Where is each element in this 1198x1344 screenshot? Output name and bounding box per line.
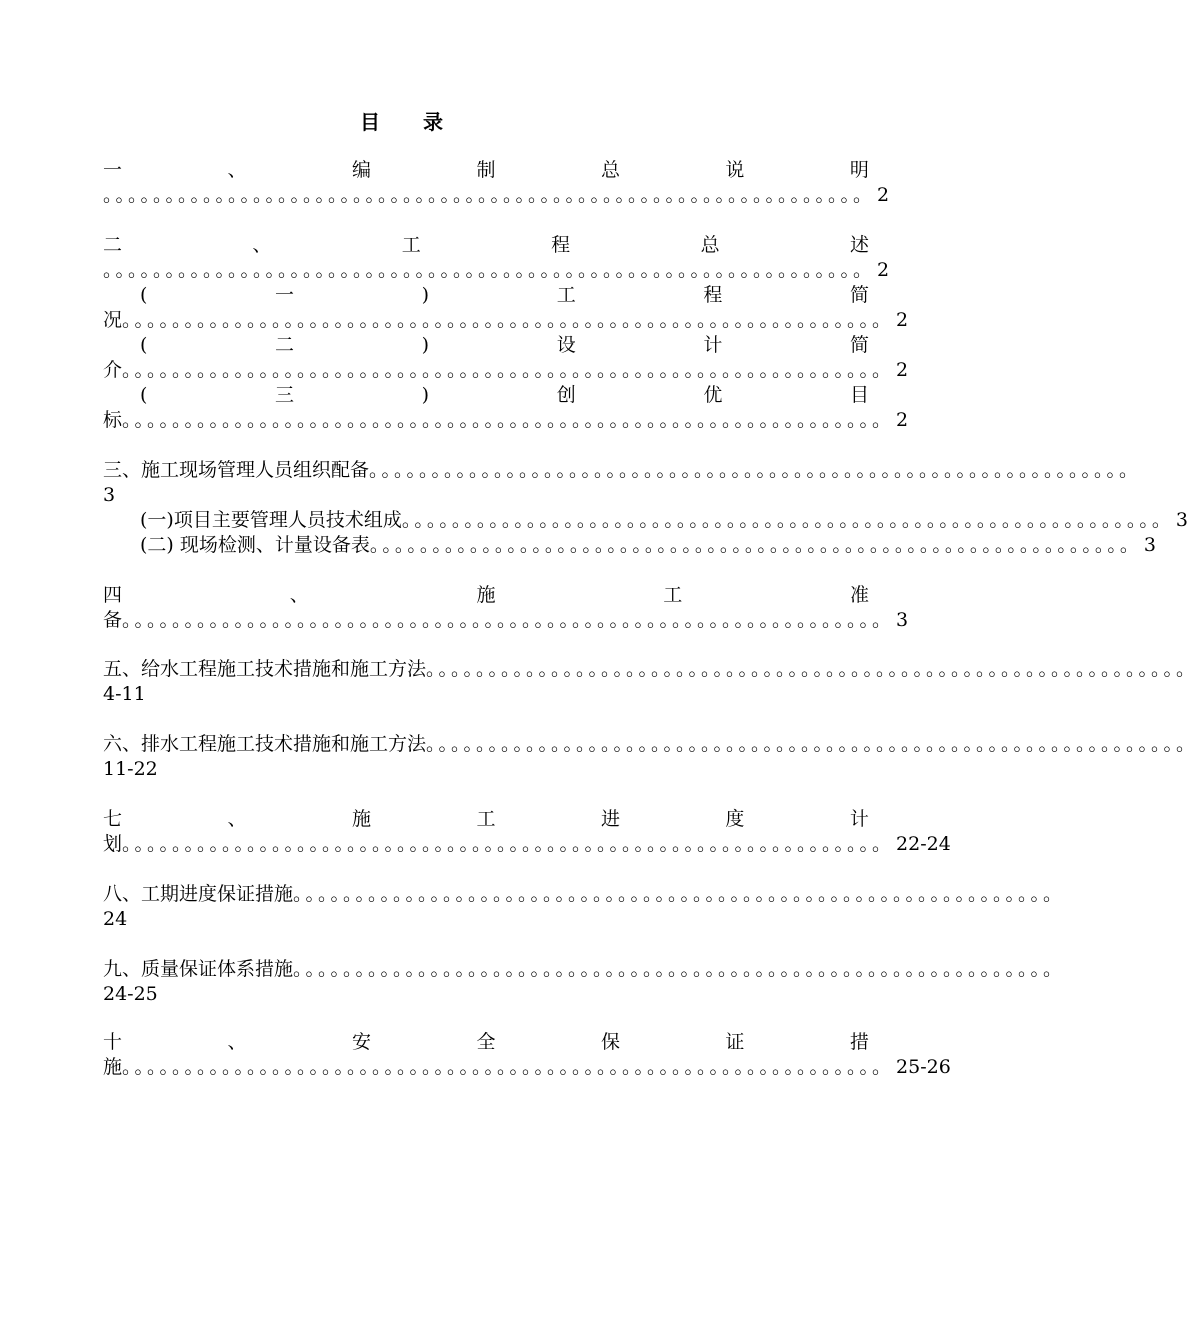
leader-dots: 。。。。。。。。。。。。。。。。。。。。。。。。。。。。。。。。。。。。。。。。。。。。。。。。。。。。。。。。。。。。。 bbox=[122, 359, 895, 381]
page-number: 2 bbox=[896, 409, 909, 431]
toc-entry-1-line-2 bbox=[103, 183, 890, 208]
toc-entry-10-line-1: 十 、 安 全 保 证 措 bbox=[103, 1031, 869, 1053]
page-number: 3 bbox=[896, 609, 909, 631]
leader-dots: 。。。。。。。。。。。。。。。。。。。。。。。。。。。。。。。。。。。。。。。。。。。。。。。。。。。。。。。。。。。。。 bbox=[426, 658, 1198, 680]
toc-entry-5-line-1: 五、给水工程施工技术措施和施工方法 。。。。。。。。。。。。。。。。。。。。。。。。。。。。。。。。。。。。。。。。。。。。。。。。。。。。。。。。。。。。。 bbox=[103, 658, 1198, 680]
toc-entry-10-line-2: 施 。。。。。。。。。。。。。。。。。。。。。。。。。。。。。。。。。。。。。。。。。。。。。。。。。。。。。。。。。。。。。 25-26 bbox=[103, 1056, 951, 1078]
leader-dots: 。。。。。。。。。。。。。。。。。。。。。。。。。。。。。。。。。。。。。。。。。。。。。。。。。。。。。。。。。。。。。 bbox=[122, 309, 895, 331]
toc-entry-1-line-1: 一 、 编 制 总 说 明 bbox=[103, 159, 869, 181]
page-number: 4-11 bbox=[103, 683, 146, 705]
leader-dots: 。。。。。。。。。。。。。。。。。。。。。。。。。。。。。。。。。。。。。。。。。。。。。。。。。。。。。。。。。。。。。 bbox=[122, 1056, 895, 1078]
leader-dots: 。。。。。。。。。。。。。。。。。。。。。。。。。。。。。。。。。。。。。。。。。。。。。。。。。。。。。。。。。。。。。 bbox=[293, 883, 1066, 905]
leader-dots: 。。。。。。。。。。。。。。。。。。。。。。。。。。。。。。。。。。。。。。。。。。。。。。。。。。。。。。。。。。。。。 bbox=[426, 733, 1198, 755]
toc-entry-3-line-1: 三、施工现场管理人员组织配备 。。。。。。。。。。。。。。。。。。。。。。。。。。。。。。。。。。。。。。。。。。。。。。。。。。。。。。。。。。。。。 bbox=[103, 459, 1142, 481]
page-number: 2 bbox=[877, 184, 890, 206]
toc-entry-7-line-1: 七 、 施 工 进 度 计 bbox=[103, 808, 869, 830]
toc-entry-4-line-1: 四 、 施 工 准 bbox=[103, 584, 869, 606]
toc-entry-7-line-2: 划 。。。。。。。。。。。。。。。。。。。。。。。。。。。。。。。。。。。。。。。。。。。。。。。。。。。。。。。。。。。。。 22-24 bbox=[103, 833, 951, 855]
toc-entry-9-line-1: 九、质量保证体系措施 。。。。。。。。。。。。。。。。。。。。。。。。。。。。。。。。。。。。。。。。。。。。。。。。。。。。。。。。。。。。。 bbox=[103, 958, 1066, 980]
page-number: 11-22 bbox=[103, 758, 158, 780]
page-number: 3 bbox=[103, 484, 116, 506]
toc-entry-2b-line-2: 介 。。。。。。。。。。。。。。。。。。。。。。。。。。。。。。。。。。。。。。。。。。。。。。。。。。。。。。。。。。。。。 2 bbox=[103, 359, 909, 381]
leader-dots: 。。。。。。。。。。。。。。。。。。。。。。。。。。。。。。。。。。。。。。。。。。。。。。。。。。。。。。。。。。。。。 bbox=[103, 184, 876, 206]
page-number: 3 bbox=[1175, 509, 1188, 531]
toc-title: 目 录 bbox=[360, 110, 461, 134]
page-number: 24 bbox=[103, 908, 128, 930]
leader-dots: 。。。。。。。。。。。。。。。。。。。。。。。。。。。。。。。。。。。。。。。。。。。。。。。。。。。。。。。。。。。。。 bbox=[122, 409, 895, 431]
toc-entry-2-line-2 bbox=[103, 258, 890, 283]
page-number: 22-24 bbox=[896, 833, 951, 855]
toc-entry-8-line-1: 八、工期进度保证措施 。。。。。。。。。。。。。。。。。。。。。。。。。。。。。。。。。。。。。。。。。。。。。。。。。。。。。。。。。。。。。 bbox=[103, 883, 1066, 905]
page-number: 25-26 bbox=[896, 1056, 951, 1078]
leader-dots: 。。。。。。。。。。。。。。。。。。。。。。。。。。。。。。。。。。。。。。。。。。。。。。。。。。。。。。。。。。。。。 bbox=[122, 833, 895, 855]
leader-dots: 。。。。。。。。。。。。。。。。。。。。。。。。。。。。。。。。。。。。。。。。。。。。。。。。。。。。。。。。。。。。。 bbox=[122, 609, 895, 631]
leader-dots: 。。。。。。。。。。。。。。。。。。。。。。。。。。。。。。。。。。。。。。。。。。。。。。。。。。。。。。。。。。。。。 bbox=[369, 534, 1142, 556]
leader-dots: 。。。。。。。。。。。。。。。。。。。。。。。。。。。。。。。。。。。。。。。。。。。。。。。。。。。。。。。。。。。。。 bbox=[103, 259, 876, 281]
toc-entry-2b-line-1: ( 二 ) 设 计 简 bbox=[140, 334, 869, 356]
leader-dots: 。。。。。。。。。。。。。。。。。。。。。。。。。。。。。。。。。。。。。。。。。。。。。。。。。。。。。。。。。。。。。 bbox=[293, 958, 1066, 980]
leader-dots: 。。。。。。。。。。。。。。。。。。。。。。。。。。。。。。。。。。。。。。。。。。。。。。。。。。。。。。。。。。。。。 bbox=[369, 459, 1142, 481]
page-number: 2 bbox=[896, 359, 909, 381]
toc-entry-3a: (一)项目主要管理人员技术组成 。。。。。。。。。。。。。。。。。。。。。。。。。。。。。。。。。。。。。。。。。。。。。。。。。。。。。。。。。。。。。 3 bbox=[140, 509, 1188, 531]
leader-dots: 。。。。。。。。。。。。。。。。。。。。。。。。。。。。。。。。。。。。。。。。。。。。。。。。。。。。。。。。。。。。。 bbox=[401, 509, 1174, 531]
toc-entry-4-line-2: 备 。。。。。。。。。。。。。。。。。。。。。。。。。。。。。。。。。。。。。。。。。。。。。。。。。。。。。。。。。。。。。 3 bbox=[103, 609, 909, 631]
page-number: 2 bbox=[896, 309, 909, 331]
page-number: 3 bbox=[1143, 534, 1156, 556]
page-number: 24-25 bbox=[103, 983, 158, 1005]
page-number: 2 bbox=[877, 259, 890, 281]
toc-entry-2c-line-1: ( 三 ) 创 优 目 bbox=[140, 384, 869, 406]
toc-entry-2-line-1: 二 、 工 程 总 述 bbox=[103, 234, 869, 256]
toc-entry-3b: (二) 现场检测、计量设备表 。。。。。。。。。。。。。。。。。。。。。。。。。。。。。。。。。。。。。。。。。。。。。。。。。。。。。。。。。。。。。 3 bbox=[140, 534, 1156, 556]
toc-entry-2a-line-2: 况 。。。。。。。。。。。。。。。。。。。。。。。。。。。。。。。。。。。。。。。。。。。。。。。。。。。。。。。。。。。。。 2 bbox=[103, 309, 909, 331]
toc-entry-2a-line-1: ( 一 ) 工 程 简 bbox=[140, 284, 869, 306]
toc-entry-6-line-1: 六、排水工程施工技术措施和施工方法 。。。。。。。。。。。。。。。。。。。。。。。。。。。。。。。。。。。。。。。。。。。。。。。。。。。。。。。。。。。。。 bbox=[103, 733, 1198, 755]
toc-entry-2c-line-2: 标 。。。。。。。。。。。。。。。。。。。。。。。。。。。。。。。。。。。。。。。。。。。。。。。。。。。。。。。。。。。。。 2 bbox=[103, 409, 909, 431]
